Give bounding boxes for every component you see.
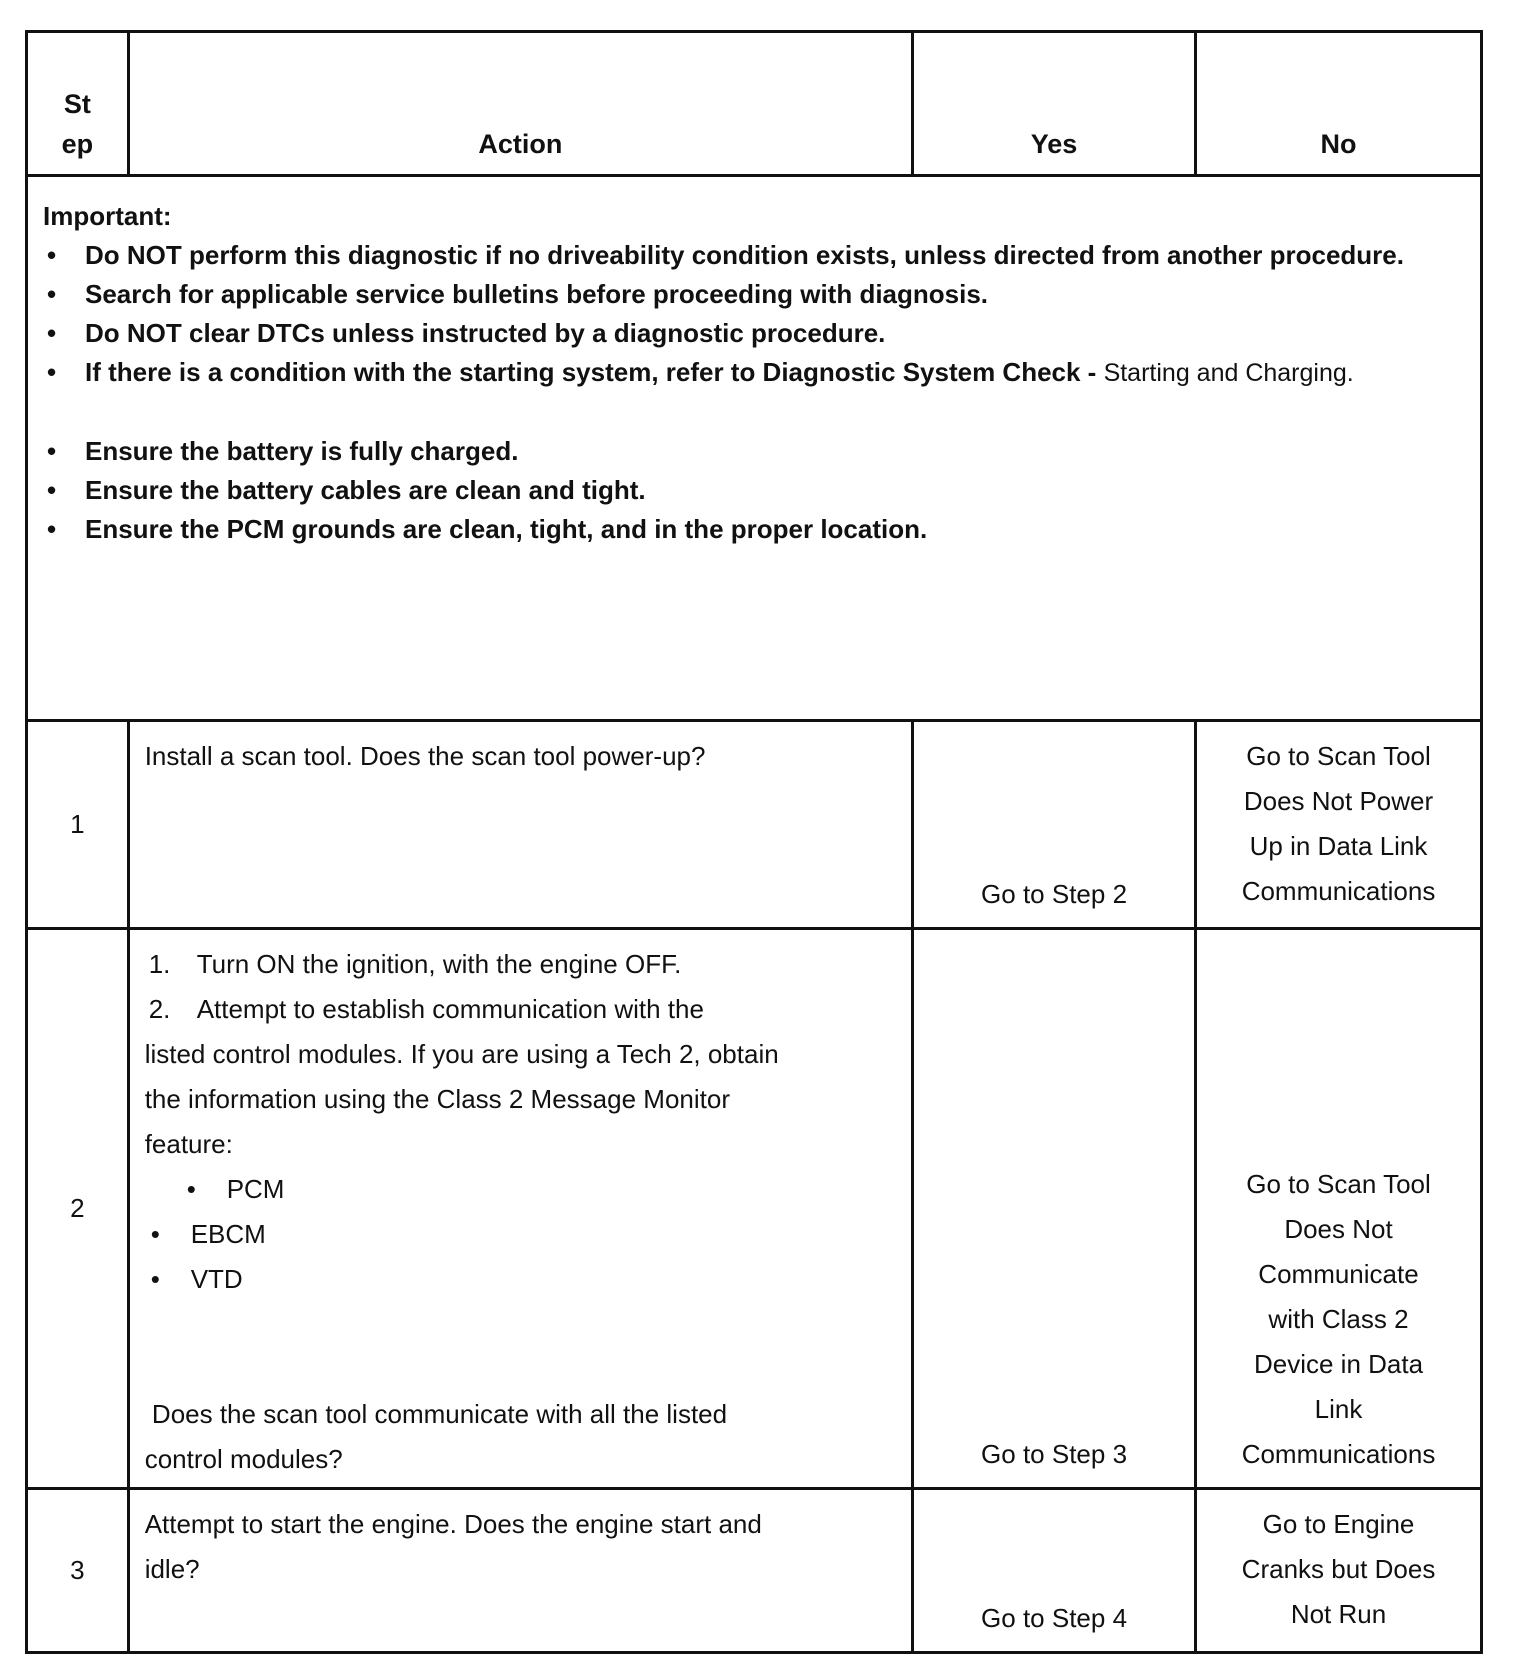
yes-result: Go to Step 3 <box>913 929 1196 1489</box>
no-result-line: Go to Scan Tool <box>1246 741 1431 771</box>
no-result-line: Does Not Power <box>1243 786 1434 816</box>
step-question <box>145 1392 896 1482</box>
bullet-icon: • <box>150 1264 160 1294</box>
important-title: Important: <box>43 201 172 231</box>
no-result-line: Not Run <box>1290 1599 1387 1629</box>
note-reference: Starting and Charging. <box>1103 359 1354 387</box>
action-continuation: listed control modules. If you are using a Tech 2, obtain <box>144 1039 779 1069</box>
substep-number: 1. <box>148 949 171 979</box>
note-text: Do NOT perform this diagnostic if no driveability condition exists, unless directed from another procedure. <box>85 240 1404 270</box>
bullet-icon: • <box>47 357 57 387</box>
step-row-2 <box>27 929 1482 1489</box>
module-item <box>145 1167 896 1212</box>
action-continuation: the information using the Class 2 Message Monitor <box>144 1084 730 1114</box>
bullet-icon: • <box>47 240 57 270</box>
header-action: Action <box>128 32 912 176</box>
header-step-line2: ep <box>61 129 94 159</box>
check-item <box>43 432 1465 471</box>
important-checks-list <box>43 432 1465 549</box>
no-result-line: Communications <box>1241 876 1436 906</box>
no-result-line: Communications <box>1241 1439 1436 1469</box>
substep <box>145 987 896 1032</box>
bullet-icon: • <box>47 436 57 466</box>
bullet-icon: • <box>47 475 57 505</box>
check-text: Ensure the battery cables are clean and tight. <box>85 475 646 505</box>
no-result-line: Device in Data <box>1253 1349 1424 1379</box>
header-no: No <box>1196 32 1482 176</box>
substep-text: Attempt to establish communication with the <box>196 994 704 1024</box>
note-text: Do NOT clear DTCs unless instructed by a diagnostic procedure. <box>85 318 886 348</box>
no-result-line: Cranks but Does <box>1241 1554 1436 1584</box>
bullet-icon: • <box>186 1174 196 1204</box>
question-line: Does the scan tool communicate with all the listed <box>144 1399 728 1429</box>
note-item <box>43 275 1465 314</box>
bullet-icon: • <box>47 318 57 348</box>
check-text: Ensure the PCM grounds are clean, tight, and in the proper location. <box>85 514 928 544</box>
action-line: idle? <box>144 1554 200 1584</box>
header-row <box>27 32 1482 176</box>
no-result-line: Go to Engine <box>1262 1509 1415 1539</box>
note-text: Search for applicable service bulletins before proceeding with diagnosis. <box>85 279 989 309</box>
no-result-line: Link <box>1314 1394 1363 1424</box>
no-result-line: Communicate <box>1258 1259 1419 1289</box>
header-yes: Yes <box>913 32 1196 176</box>
action-line: Attempt to start the engine. Does the engine start and <box>144 1509 762 1539</box>
module-name: PCM <box>226 1174 285 1204</box>
no-result <box>1196 929 1482 1489</box>
step-number: 3 <box>27 1489 129 1653</box>
step-number: 2 <box>27 929 129 1489</box>
question-line: control modules? <box>144 1444 343 1474</box>
module-item <box>145 1212 896 1257</box>
no-result-line: with Class 2 <box>1268 1304 1409 1334</box>
no-result <box>1196 1489 1482 1653</box>
note-item <box>43 314 1465 353</box>
no-result-line: Go to Scan Tool <box>1246 1169 1431 1199</box>
step-action: Install a scan tool. Does the scan tool power-up? <box>128 721 912 929</box>
note-item <box>43 353 1465 393</box>
module-name: EBCM <box>190 1219 266 1249</box>
step-number: 1 <box>27 721 129 929</box>
no-result-line: Up in Data Link <box>1249 831 1428 861</box>
step-action <box>128 929 912 1489</box>
substep <box>145 942 896 987</box>
important-notes-list <box>43 236 1465 393</box>
module-name: VTD <box>190 1264 243 1294</box>
check-item <box>43 471 1465 510</box>
note-text: If there is a condition with the starting system, refer to Diagnostic System Check - <box>85 357 1104 387</box>
yes-result: Go to Step 2 <box>913 721 1196 929</box>
action-continuation: feature: <box>144 1129 233 1159</box>
module-item <box>145 1257 896 1302</box>
important-notes <box>27 176 1482 721</box>
bullet-icon: • <box>47 514 57 544</box>
header-step-line1: St <box>63 89 91 119</box>
check-text: Ensure the battery is fully charged. <box>85 436 519 466</box>
important-row <box>27 176 1482 721</box>
notes-gap <box>43 393 1465 432</box>
substep-number: 2. <box>148 994 171 1024</box>
step-action <box>128 1489 912 1653</box>
header-step <box>27 32 129 176</box>
bullet-icon: • <box>150 1219 160 1249</box>
step-row-3 <box>27 1489 1482 1653</box>
bullet-icon: • <box>47 279 57 309</box>
note-item <box>43 236 1465 275</box>
no-result-line: Does Not <box>1284 1214 1393 1244</box>
check-item <box>43 510 1465 549</box>
diagnostic-table <box>25 30 1483 1654</box>
yes-result: Go to Step 4 <box>913 1489 1196 1653</box>
substep-text: Turn ON the ignition, with the engine OFF. <box>196 949 682 979</box>
no-result <box>1196 721 1482 929</box>
step-row-1 <box>27 721 1482 929</box>
